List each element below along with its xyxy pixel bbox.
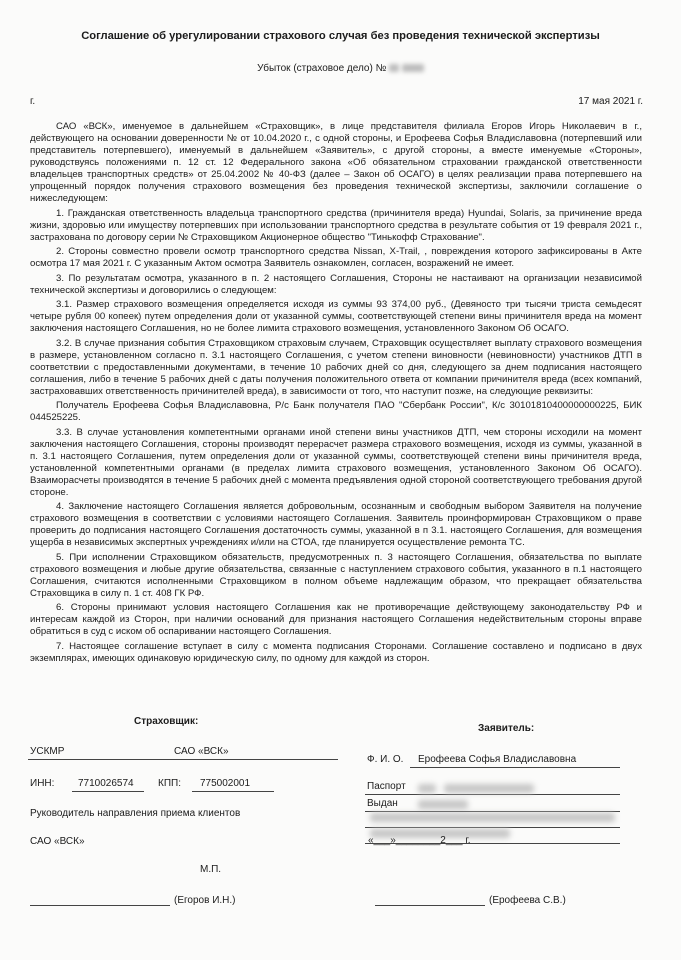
- kpp-line: [192, 791, 274, 792]
- inn-value: 7710026574: [78, 778, 134, 789]
- applicant-signature-line: [375, 905, 485, 906]
- redacted-claim-number-2: [402, 64, 424, 72]
- redacted-passport-2: [444, 784, 534, 793]
- clause-4: 4. Заключение настоящего Соглашения является добровольным, осознанным и свободным выбором Заявителя на получение страхового возмещения в соответствии с условиями настоящего Соглашения. Заявитель проинформирован Страховщиком о праве проверить до подписания настоящего Соглашения достаточность суммы, указанной в п 3.1. настоящего Соглашения, для возмещения ущерба в независимых экспертных учреждениях и/или на СТОА, где планируется осуществление ремонта ТС.: [30, 501, 642, 548]
- insurer-signature-line: [30, 905, 170, 906]
- payment-requisites: Получатель Ерофеева Софья Владиславовна, Р/с Банк получателя ПАО "Сбербанк России", К/с 30101810400000000225, БИК 044525225.: [30, 400, 642, 423]
- redacted-issued-by-1: [370, 813, 615, 822]
- fio-line: [410, 767, 620, 768]
- insurer-company-2: САО «ВСК»: [30, 836, 85, 847]
- insurer-line-1: [28, 759, 338, 760]
- clause-3: 3. По результатам осмотра, указанного в п. 2 настоящего Соглашения, Стороны не настаивают на организации независимой технической экспертизы и договорились о следующем:: [30, 272, 642, 296]
- issued-line: [365, 811, 620, 812]
- agreement-body: [30, 121, 642, 667]
- inn-label: ИНН:: [30, 778, 55, 789]
- intro-paragraph: САО «ВСК», именуемое в дальнейшем «Страховщик», в лице представителя филиала Егоров Игорь Николаевич в г., действующего на основании доверенности № от 10.04.2020 г., с одной стороны, и Ерофеева Софья Владиславовна (потерпевший или представитель потерпевшего), именуемый в дальнейшем «Заявитель», с другой стороны, а вместе именуемые «Стороны», руководствуясь положениями п. 12 ст. 12 Федерального закона «Об обязательном страховании гражданской ответственности владельцев транспортных средств» от 25.04.2002 № 40-ФЗ (далее – Закон об ОСАГО) в целях реализации права потерпевшего на упрощенный порядок получения страхового возмещения без проведения технической экспертизы, заключили соглашение о нижеследующем:: [30, 121, 642, 204]
- applicant-signature-name: (Ерофеева С.В.): [489, 895, 566, 906]
- clause-1: 1. Гражданская ответственность владельца транспортного средства (причинителя вреда) Hyundai, Solaris, за причинение вреда жизни, здоровью или имуществу потерпевших при использовании транспортного средства в результате события от 19 февраля 2021 г., застрахована по договору серии № Страховщиком Акционерное общество "Тинькофф Страхование".: [30, 207, 642, 243]
- applicant-date-line: «___»________2___ г.: [368, 835, 471, 846]
- insurer-position: Руководитель направления приема клиентов: [30, 808, 241, 819]
- insurer-signature-name: (Егоров И.Н.): [174, 895, 236, 906]
- redacted-issued-date: [418, 800, 468, 809]
- inn-line: [72, 791, 144, 792]
- clause-2: 2. Стороны совместно провели осмотр транспортного средства Nissan, X-Trail, , повреждения которого зафиксированы в Акте осмотра 17 мая 2021 г. С указанным Актом осмотра Заявитель ознакомлен, согласен, возражений не имеет.: [30, 246, 642, 269]
- fio-label: Ф. И. О.: [367, 754, 404, 765]
- kpp-label: КПП:: [158, 778, 181, 789]
- city: г.: [30, 96, 36, 107]
- clause-3-2: 3.2. В случае признания события Страховщиком страховым случаем, Страховщик осуществляет выплату страхового возмещения в размере, установленном согласно п. 3.1 настоящего Соглашения, с учетом степени виновности (невиновности) участников ДТП в соответствии с предоставленными документами, в течение 10 рабочих дней со дня, следующего за днем подписания настоящего соглашения, либо в течение 5 рабочих дней с даты получения положительного ответа от компании причинителя вреда (всех компаний, застраховавших ответственность причинителей вреда), в зависимости от того, что наступит позже, на следующие реквизиты:: [30, 337, 642, 397]
- claim-number-label: Убыток (страховое дело) №: [257, 63, 387, 74]
- redacted-passport: [418, 784, 436, 793]
- document-date: 17 мая 2021 г.: [578, 96, 643, 107]
- stamp-placeholder: М.П.: [200, 864, 222, 875]
- passport-line: [365, 794, 620, 795]
- clause-6: 6. Стороны принимают условия настоящего Соглашения как не противоречащие действующему законодательству РФ и интересам каждой из Сторон, при наличии оснований для признания настоящего Соглашения недействительным стороны вправе обратиться в суд с иском об оспаривании настоящего Соглашения.: [30, 602, 642, 637]
- insurer-heading: Страховщик:: [134, 716, 199, 727]
- clause-3-1: 3.1. Размер страхового возмещения определяется исходя из суммы 93 374,00 руб., (Девяносто три тысячи триста семьдесят четыре рубля 00 копеек) путем определения доли от указанной суммы, соответствующей степени вины причинителя вреда на момент заключения настоящего Соглашения, но не более лимита страхового возмещения, установленного Законом Об ОСАГО.: [30, 299, 642, 334]
- applicant-heading: Заявитель:: [478, 723, 535, 734]
- clause-3-3: 3.3. В случае установления компетентными органами иной степени вины участников ДТП, чем стороны исходили на момент заключения настоящего Соглашения, стороны производят перерасчет размера страхового возмещения, исходя из суммы, указанной в п. 3.1 настоящего Соглашения, путем определения доли от указанной суммы, соответствующей степени вины причинителя вреда, установленной компетентными органами (в пределах лимита страхового возмещения, установленного Законом Об ОСАГО). Взаиморасчеты производятся в течение 5 рабочих дней с момента предъявления одной стороной соответствующего требования другой стороне.: [30, 426, 642, 498]
- insurer-uskmr: УСКМР: [30, 746, 65, 757]
- clause-7: 7. Настоящее соглашение вступает в силу с момента подписания Сторонами. Соглашение составлено и подписано в двух экземплярах, имеющих одинаковую юридическую силу, по одному для каждой из сторон.: [30, 640, 642, 664]
- insurer-company: САО «ВСК»: [174, 746, 229, 757]
- claim-number-line: [0, 63, 681, 74]
- clause-5: 5. При исполнении Страховщиком обязательств, предусмотренных п. 3 настоящего Соглашения, обязательства по выплате страхового возмещения и любые другие обязательства, связанные с наступлением страхового события, указанного в п.1 настоящего Соглашения, считаются исполненными Страховщиком в полном объеме надлежащим образом, что прекращает обязательства Страховщика в силу п. 1 ст. 408 ГК РФ.: [30, 551, 642, 599]
- issued-label: Выдан: [367, 798, 398, 809]
- kpp-value: 775002001: [200, 778, 251, 789]
- document-title: Соглашение об урегулировании страхового случая без проведения технической экспертизы: [81, 30, 600, 42]
- issued-line-2: [365, 827, 620, 828]
- fio-value: Ерофеева Софья Владиславовна: [418, 754, 577, 765]
- redacted-claim-number: [389, 64, 399, 72]
- passport-label: Паспорт: [367, 781, 406, 792]
